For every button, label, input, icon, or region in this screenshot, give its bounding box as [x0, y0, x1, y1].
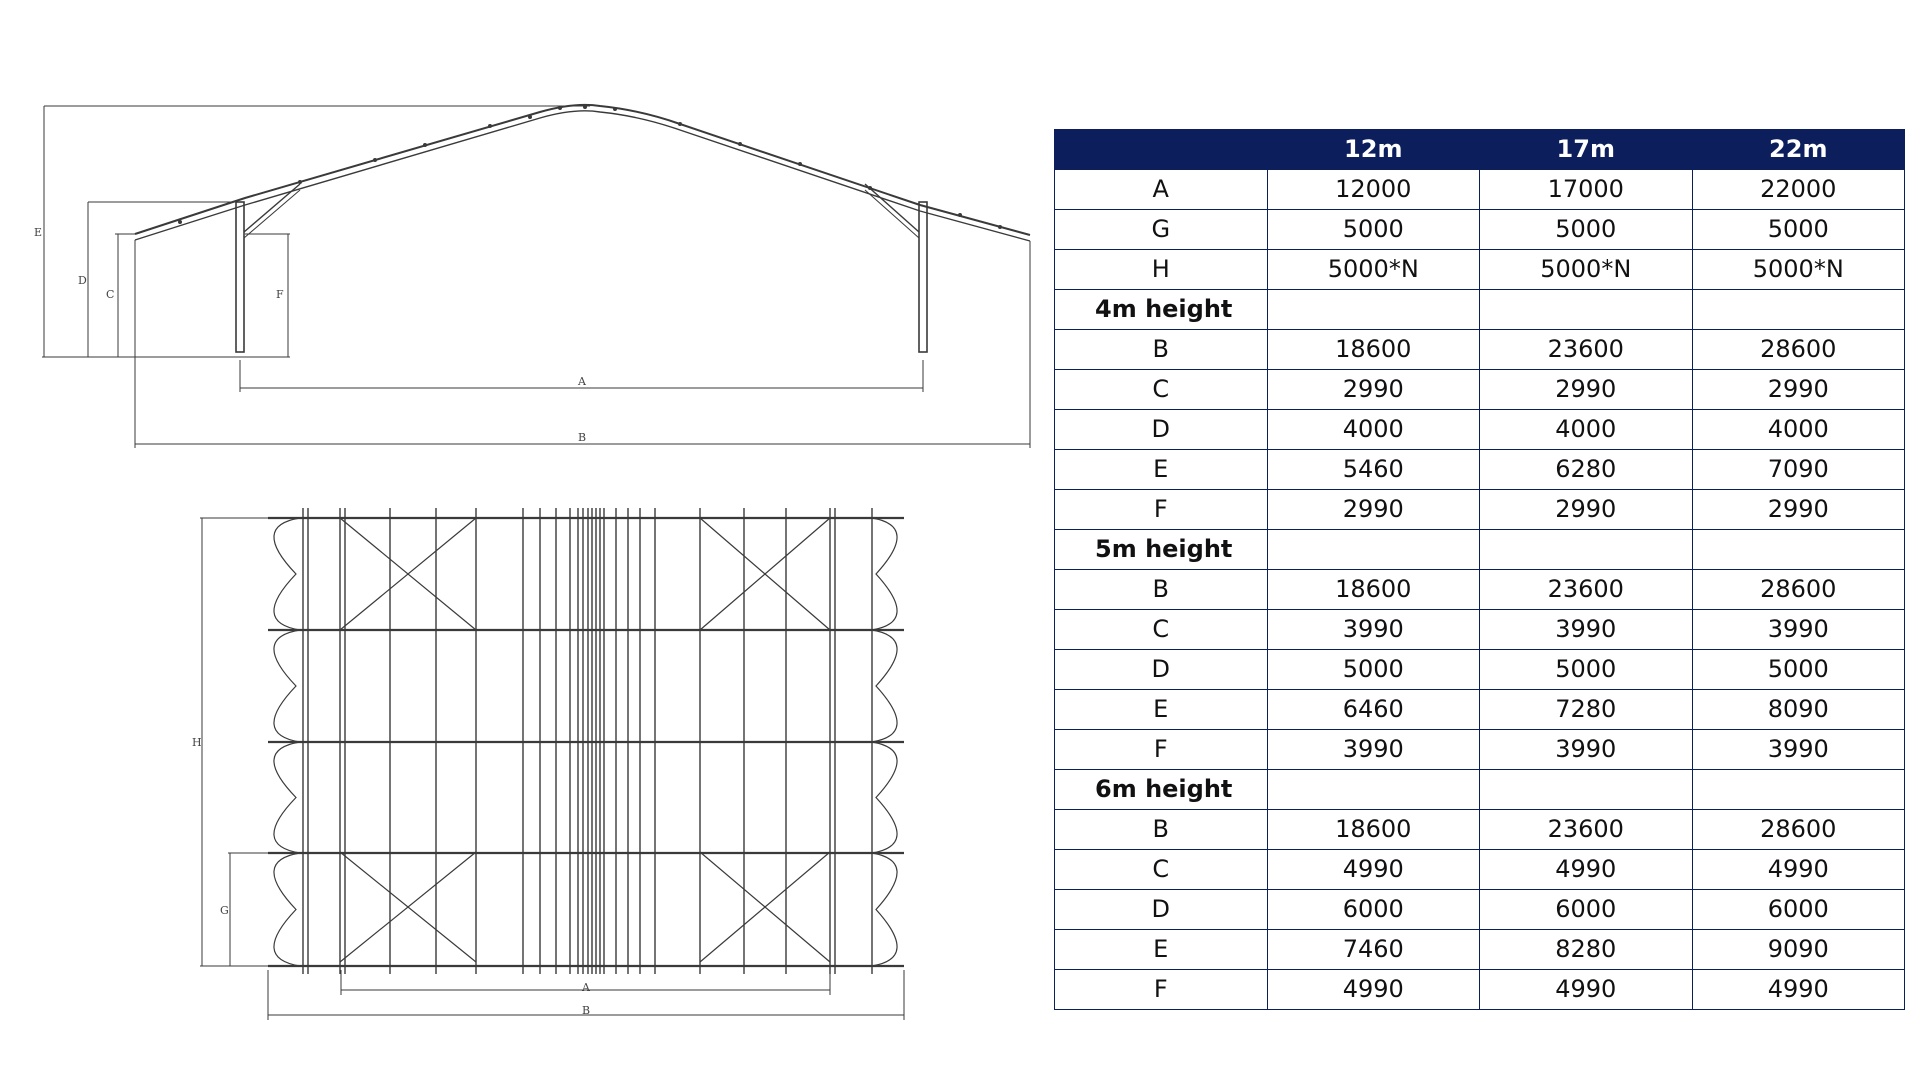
section-label: 5m height	[1055, 530, 1268, 570]
table-cell: 5000	[1267, 210, 1480, 250]
table-cell: 2990	[1692, 490, 1905, 530]
table-cell: 4000	[1480, 410, 1693, 450]
section-label: 6m height	[1055, 770, 1268, 810]
table-cell: 5460	[1267, 450, 1480, 490]
dimension-spec-table	[1054, 129, 1905, 1010]
table-cell: 7280	[1480, 690, 1693, 730]
row-label: E	[1055, 930, 1268, 970]
table-cell: 4000	[1692, 410, 1905, 450]
row-label: F	[1055, 970, 1268, 1010]
table-cell: 5000	[1480, 650, 1693, 690]
dim-label-d: D	[78, 274, 87, 287]
plan-horizontal-members	[268, 518, 904, 966]
table-cell	[1267, 290, 1480, 330]
dim-label-plan-b: B	[582, 1004, 591, 1017]
table-row	[1055, 330, 1905, 370]
table-row	[1055, 610, 1905, 650]
dim-label-h: H	[192, 736, 202, 749]
plan-cross-bracing	[340, 518, 830, 962]
right-brace-2	[865, 190, 919, 238]
table-cell: 23600	[1480, 570, 1693, 610]
table-row	[1055, 930, 1905, 970]
table-cell	[1267, 530, 1480, 570]
table-row	[1055, 810, 1905, 850]
table-cell: 18600	[1267, 810, 1480, 850]
right-post	[919, 202, 927, 352]
table-cell: 5000	[1692, 210, 1905, 250]
plan-gable-arc-right	[872, 630, 897, 742]
table-cell: 5000*N	[1692, 250, 1905, 290]
roof-outline-inner	[135, 111, 1030, 241]
table-section-row	[1055, 290, 1905, 330]
table-cell: 8280	[1480, 930, 1693, 970]
row-label: C	[1055, 850, 1268, 890]
roof-outline	[135, 105, 1030, 235]
section-label: 4m height	[1055, 290, 1268, 330]
table-row	[1055, 570, 1905, 610]
left-post	[236, 202, 244, 352]
plan-gable-arc-left	[274, 853, 300, 966]
table-cell: 5000	[1480, 210, 1693, 250]
dim-label-c: C	[106, 288, 115, 301]
table-cell: 4990	[1480, 850, 1693, 890]
table-cell	[1267, 770, 1480, 810]
table-cell	[1692, 530, 1905, 570]
table-cell: 5000	[1692, 650, 1905, 690]
side-dimensions	[44, 106, 1030, 448]
table-cell	[1692, 290, 1905, 330]
plan-dimensions	[200, 518, 904, 1020]
table-cell	[1480, 530, 1693, 570]
table-cell: 2990	[1480, 370, 1693, 410]
plan-gable-arc-right	[872, 742, 897, 853]
table-cell: 3990	[1692, 610, 1905, 650]
dim-label-plan-a: A	[582, 981, 590, 994]
table-cell: 4990	[1267, 850, 1480, 890]
row-label: D	[1055, 650, 1268, 690]
table-cell: 4990	[1692, 970, 1905, 1010]
table-section-row	[1055, 530, 1905, 570]
table-row	[1055, 690, 1905, 730]
table-row	[1055, 170, 1905, 210]
row-label: G	[1055, 210, 1268, 250]
table-cell: 3990	[1692, 730, 1905, 770]
table-cell: 7460	[1267, 930, 1480, 970]
row-label: C	[1055, 370, 1268, 410]
table-cell: 28600	[1692, 810, 1905, 850]
table-row	[1055, 450, 1905, 490]
row-label: B	[1055, 330, 1268, 370]
table-cell: 5000*N	[1480, 250, 1693, 290]
side-elevation-view	[34, 105, 1030, 448]
table-row	[1055, 370, 1905, 410]
row-label: E	[1055, 690, 1268, 730]
header-cell-17m: 17m	[1480, 130, 1693, 170]
table-cell: 2990	[1480, 490, 1693, 530]
table-cell	[1480, 290, 1693, 330]
table-cell	[1692, 770, 1905, 810]
table-body	[1055, 170, 1905, 1010]
plan-dimension-labels	[192, 736, 591, 1017]
table-cell: 6000	[1692, 890, 1905, 930]
side-dimension-labels	[34, 226, 587, 444]
table-cell: 8090	[1692, 690, 1905, 730]
roof-purlins	[178, 105, 1002, 229]
table-cell: 28600	[1692, 330, 1905, 370]
table-cell	[1480, 770, 1693, 810]
row-label: F	[1055, 490, 1268, 530]
table-cell: 18600	[1267, 570, 1480, 610]
table-cell: 28600	[1692, 570, 1905, 610]
plan-gable-arc-right	[872, 518, 897, 630]
plan-gable-arc-right	[872, 853, 897, 966]
table-cell: 4990	[1692, 850, 1905, 890]
table-cell: 5000	[1267, 650, 1480, 690]
plan-gable-arc-left	[274, 742, 300, 853]
table-cell: 9090	[1692, 930, 1905, 970]
table-cell: 7090	[1692, 450, 1905, 490]
table-header	[1055, 130, 1905, 170]
table-cell: 22000	[1692, 170, 1905, 210]
row-label: C	[1055, 610, 1268, 650]
table-cell: 4000	[1267, 410, 1480, 450]
header-cell-22m: 22m	[1692, 130, 1905, 170]
row-label: A	[1055, 170, 1268, 210]
row-label: D	[1055, 410, 1268, 450]
table-row	[1055, 650, 1905, 690]
table-cell: 2990	[1692, 370, 1905, 410]
table-cell: 3990	[1267, 730, 1480, 770]
table-row	[1055, 250, 1905, 290]
row-label: B	[1055, 570, 1268, 610]
table-cell: 6280	[1480, 450, 1693, 490]
table-cell: 6000	[1267, 890, 1480, 930]
table-row	[1055, 890, 1905, 930]
dim-label-f: F	[276, 288, 284, 301]
dim-label-a: A	[578, 375, 586, 388]
table-cell: 2990	[1267, 490, 1480, 530]
table-row	[1055, 210, 1905, 250]
table-row	[1055, 730, 1905, 770]
row-label: E	[1055, 450, 1268, 490]
row-label: D	[1055, 890, 1268, 930]
table-section-row	[1055, 770, 1905, 810]
row-label: H	[1055, 250, 1268, 290]
dim-label-e: E	[34, 226, 43, 239]
table-cell: 4990	[1480, 970, 1693, 1010]
table-cell: 17000	[1480, 170, 1693, 210]
table-cell: 3990	[1267, 610, 1480, 650]
table-cell: 23600	[1480, 330, 1693, 370]
row-label: B	[1055, 810, 1268, 850]
table-cell: 6000	[1480, 890, 1693, 930]
table-cell: 12000	[1267, 170, 1480, 210]
dim-label-b: B	[578, 431, 587, 444]
table-row	[1055, 970, 1905, 1010]
table-row	[1055, 850, 1905, 890]
plan-view	[192, 508, 904, 1020]
table-cell: 5000*N	[1267, 250, 1480, 290]
table-cell: 2990	[1267, 370, 1480, 410]
table-cell: 4990	[1267, 970, 1480, 1010]
plan-gable-arc-left	[274, 630, 300, 742]
table-cell: 3990	[1480, 610, 1693, 650]
left-brace	[244, 184, 300, 232]
row-label: F	[1055, 730, 1268, 770]
table-row	[1055, 490, 1905, 530]
plan-gable-arc-left	[274, 518, 300, 630]
table-cell: 18600	[1267, 330, 1480, 370]
dim-label-g: G	[220, 904, 229, 917]
header-cell-12m: 12m	[1267, 130, 1480, 170]
table-cell: 23600	[1480, 810, 1693, 850]
table-header-row	[1055, 130, 1905, 170]
table-cell: 6460	[1267, 690, 1480, 730]
table-cell: 3990	[1480, 730, 1693, 770]
table-row	[1055, 410, 1905, 450]
header-cell-blank	[1055, 130, 1268, 170]
